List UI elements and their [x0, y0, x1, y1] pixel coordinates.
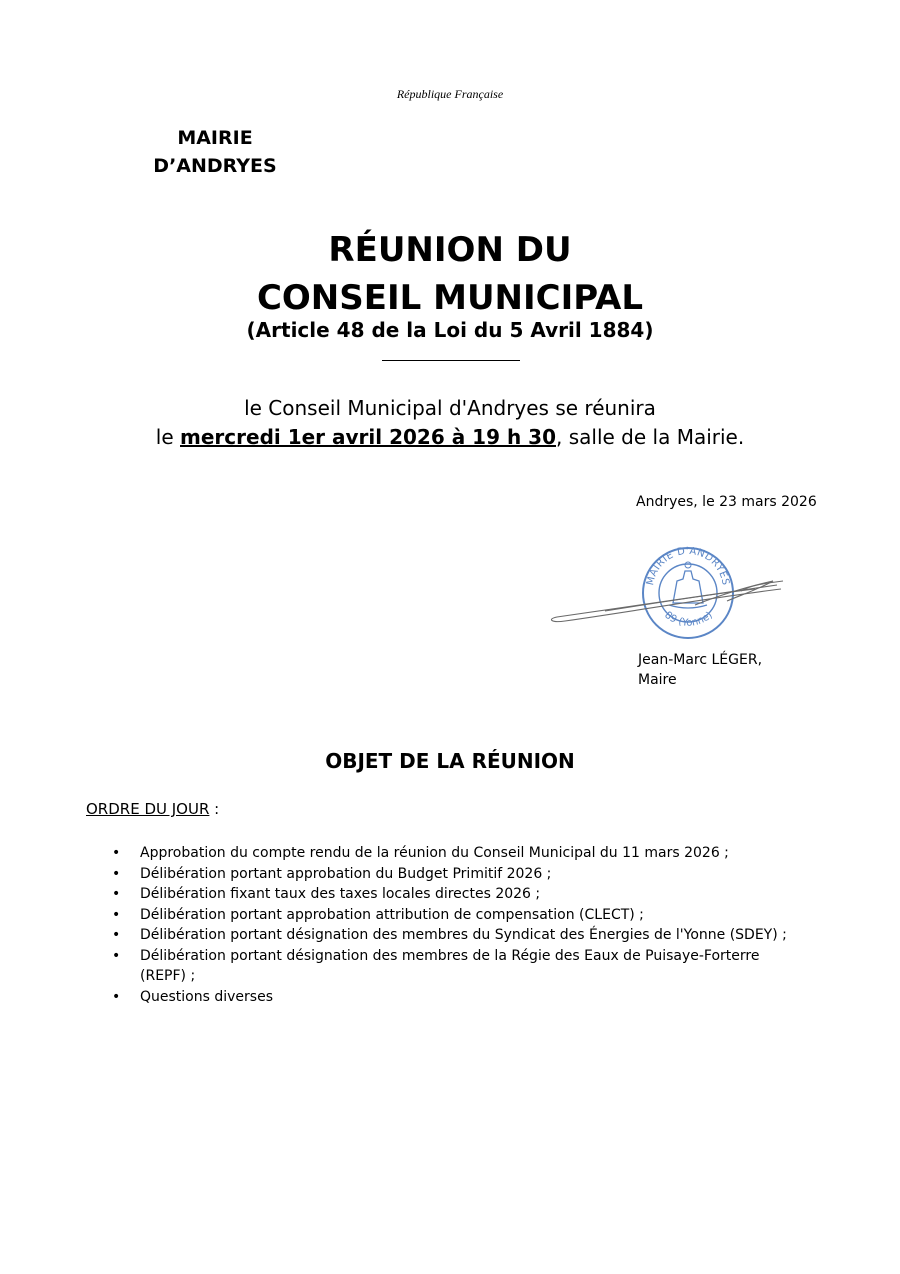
- svg-text:89 (Yonne): [662, 610, 715, 629]
- mairie-line-1: MAIRIE: [177, 127, 253, 149]
- agenda-item-text: Délibération fixant taux des taxes locales directes 2026 ;: [140, 886, 541, 902]
- bullet: •: [112, 988, 121, 1005]
- signer-role: Maire: [638, 672, 677, 688]
- bullet: •: [112, 947, 121, 964]
- announcement-prefix: le: [155, 425, 181, 449]
- title-line-2: CONSEIL MUNICIPAL: [256, 278, 644, 318]
- bullet: •: [112, 845, 121, 861]
- agenda-item: [86, 843, 806, 864]
- republique-francaise: République Française: [396, 87, 504, 101]
- agenda-item: [86, 987, 806, 1008]
- svg-text:MAIRIE D'ANDRYES: [645, 546, 731, 587]
- signer-name: Jean-Marc LÉGER,: [638, 652, 763, 668]
- bullet: •: [112, 886, 121, 902]
- stamp-image: [545, 545, 790, 640]
- official-stamp: [643, 546, 733, 638]
- mairie-line-2: D’ANDRYES: [153, 155, 277, 177]
- agenda-item: [86, 864, 806, 885]
- agenda-item-text: Délibération portant approbation attribution de compensation (CLECT) ;: [140, 906, 644, 923]
- agenda-item-text: Délibération portant désignation des membres de la Régie des Eaux de Puisaye-Forterre (REPF) ;: [140, 947, 760, 984]
- signer: [638, 650, 762, 690]
- stamp-top-text: MAIRIE D'ANDRYES: [645, 545, 731, 587]
- meeting-date: mercredi 1er avril 2026 à 19 h 30: [180, 425, 556, 449]
- announcement-line-2: [0, 423, 900, 452]
- announcement-suffix: , salle de la Mairie.: [556, 425, 745, 449]
- agenda-item: [86, 884, 806, 905]
- agenda-item-text: Délibération portant désignation des membres du Syndicat des Énergies de l'Yonne (SDEY) ;: [140, 927, 787, 943]
- signature-and-stamp: [545, 545, 790, 640]
- agenda-item-text: Approbation du compte rendu de la réunion du Conseil Municipal du 11 mars 2026 ;: [140, 845, 729, 861]
- agenda-item: [86, 946, 806, 987]
- page-title: [0, 226, 900, 322]
- objet-title: OBJET DE LA RÉUNION: [325, 749, 575, 773]
- mairie-header: [130, 124, 300, 180]
- agenda-item-text: Questions diverses: [140, 988, 273, 1005]
- ordre-du-jour-suffix: :: [209, 800, 220, 818]
- bullet: •: [112, 865, 121, 882]
- ordre-du-jour-label: ORDRE DU JOUR: [86, 800, 210, 818]
- title-line-1: RÉUNION DU: [328, 230, 572, 270]
- meeting-announcement: [0, 394, 900, 452]
- announcement-line-1: le Conseil Municipal d'Andryes se réunira: [244, 396, 656, 420]
- agenda-item: [86, 905, 806, 926]
- bullet: •: [112, 906, 121, 923]
- stamp-bottom-text: 89 (Yonne): [662, 609, 715, 629]
- title-subtitle: (Article 48 de la Loi du 5 Avril 1884): [246, 318, 654, 342]
- agenda-item: [86, 925, 806, 946]
- place-and-date: Andryes, le 23 mars 2026: [636, 494, 817, 510]
- bullet: •: [112, 927, 121, 943]
- agenda-list: [86, 843, 806, 1007]
- title-divider: [382, 360, 520, 361]
- agenda-item-text: Délibération portant approbation du Budget Primitif 2026 ;: [140, 865, 552, 882]
- ordre-du-jour-heading: [86, 800, 219, 818]
